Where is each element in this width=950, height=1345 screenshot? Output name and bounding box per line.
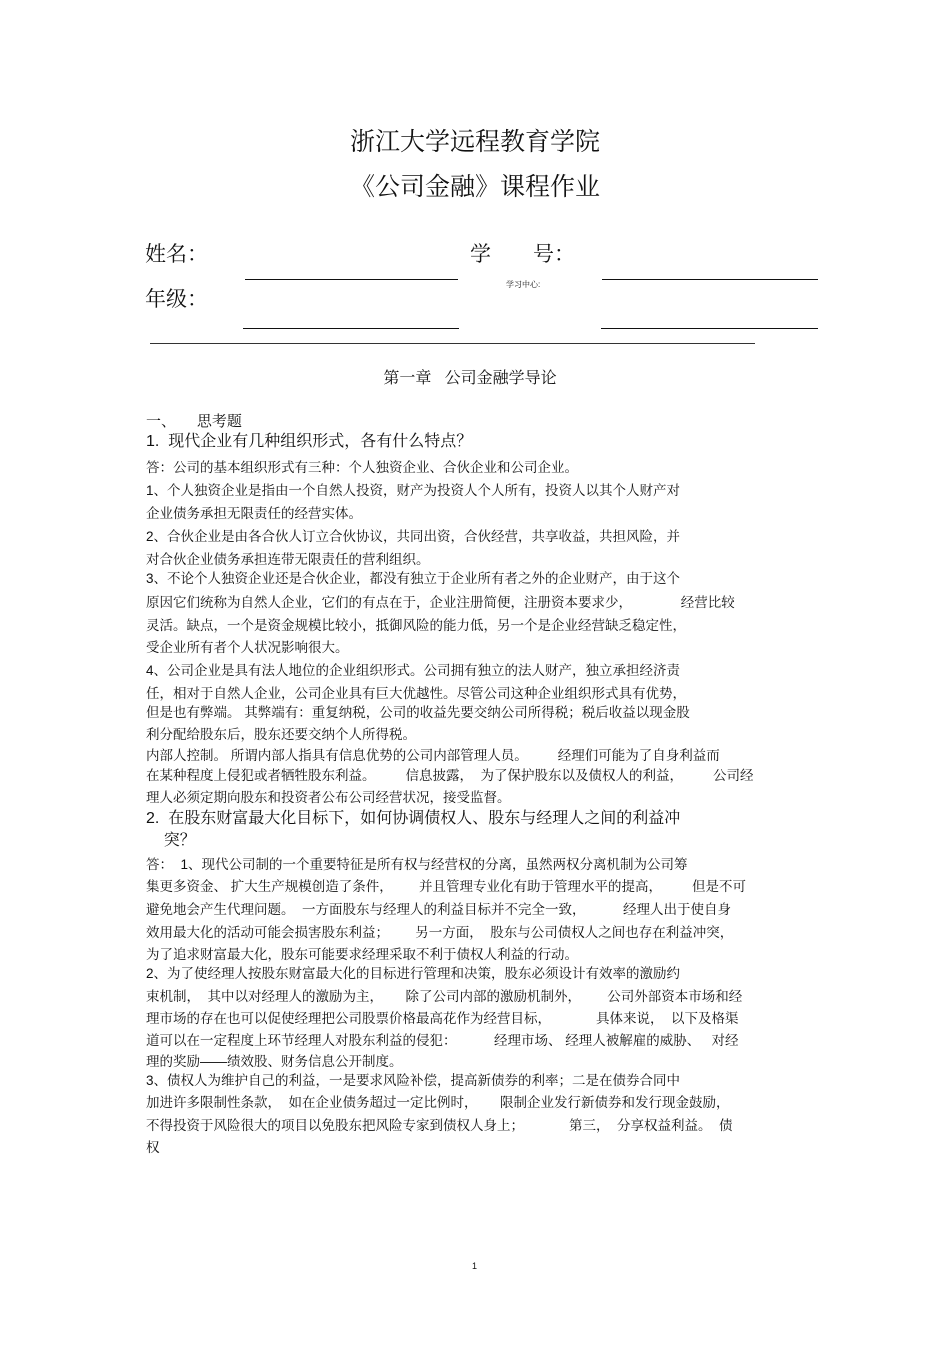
question-line: 2. 在股东财富最大化目标下，如何协调债权人、股东与经理人之间的利益冲 bbox=[146, 810, 681, 827]
answer-line: 答：公司的基本组织形式有三种：个人独资企业、合伙企业和公司企业。 bbox=[146, 460, 578, 475]
answer-line: 不得投资于风险很大的项目以免股东把风险专家到债权人身上； 第三， 分享权益利益。 债 bbox=[146, 1118, 733, 1133]
study-center-label: 学习中心: bbox=[506, 280, 541, 289]
student-id-field[interactable] bbox=[602, 279, 818, 280]
answer-line: 理市场的存在也可以促使经理把公司股票价格最高花作为经营目标， 具体来说， 以下及格渠 bbox=[146, 1011, 739, 1026]
question-line: 1. 现代企业有几种组织形式，各有什么特点？ bbox=[146, 433, 473, 450]
answer-line: 为了追求财富最大化，股东可能要求经理采取不利于债权人利益的行动。 bbox=[146, 947, 578, 962]
answer-line: 原因它们统称为自然人企业，它们的有点在于，企业注册简便，注册资本要求少， 经营比较 bbox=[146, 595, 735, 610]
answer-line: 内部人控制。 所谓内部人指具有信息优势的公司内部管理人员。 经理们可能为了自身利益而 bbox=[146, 748, 720, 763]
grade-label: 年级： bbox=[145, 287, 208, 311]
answer-line: 3、不论个人独资企业还是合伙企业，都没有独立于企业所有者之外的企业财产，由于这个 bbox=[146, 571, 681, 586]
answer-line: 答： 1、现代公司制的一个重要特征是所有权与经营权的分离，虽然两权分离机制为公司筹 bbox=[146, 857, 688, 872]
name-label: 姓名： bbox=[145, 242, 208, 266]
answer-line: 企业债务承担无限责任的经营实体。 bbox=[146, 506, 362, 521]
answer-line: 道可以在一定程度上环节经理人对股东利益的侵犯： 经理市场、 经理人被解雇的威胁、 对经 bbox=[146, 1033, 739, 1048]
answer-line: 理的奖励——绩效股、财务信息公开制度。 bbox=[146, 1054, 403, 1069]
section-heading: 一、 思考题 bbox=[146, 413, 242, 430]
question-line: 突？ bbox=[146, 832, 196, 849]
answer-line: 对合伙企业债务承担连带无限责任的营利组织。 bbox=[146, 552, 430, 567]
answer-line: 效用最大化的活动可能会损害股东利益； 另一方面， 股东与公司债权人之间也存在利益冲突， bbox=[146, 925, 734, 940]
answer-line: 灵活。缺点，一个是资金规模比较小，抵御风险的能力低，另一个是企业经营缺乏稳定性， bbox=[146, 618, 686, 633]
name-field[interactable] bbox=[245, 279, 458, 280]
course-title: 《公司金融》课程作业 bbox=[349, 172, 600, 201]
answer-line: 4、公司企业是具有法人地位的企业组织形式。公司拥有独立的法人财产，独立承担经济责 bbox=[146, 663, 681, 678]
grade-field[interactable] bbox=[243, 328, 459, 329]
answer-line: 但是也有弊端。 其弊端有：重复纳税，公司的收益先要交纳公司所得税；税后收益以现金股 bbox=[146, 705, 690, 720]
answer-line: 集更多资金、 扩大生产规模创造了条件， 并且管理专业化有助于管理水平的提高， 但是不可 bbox=[146, 879, 747, 894]
answer-line: 受企业所有者个人状况影响很大。 bbox=[146, 640, 349, 655]
answer-line: 任，相对于自然人企业，公司企业具有巨大优越性。尽管公司这种企业组织形式具有优势， bbox=[146, 686, 686, 701]
answer-line: 1、个人独资企业是指由一个自然人投资，财产为投资人个人所有，投资人以其个人财产对 bbox=[146, 483, 681, 498]
answer-line: 束机制， 其中以对经理人的激励为主， 除了公司内部的激励机制外， 公司外部资本市场和经 bbox=[146, 989, 743, 1004]
answer-line: 2、为了使经理人按股东财富最大化的目标进行管理和决策，股东必须设计有效率的激励约 bbox=[146, 966, 681, 981]
answer-line: 理人必须定期向股东和投资者公布公司经营状况，接受监督。 bbox=[146, 790, 511, 805]
separator-line bbox=[150, 343, 755, 344]
answer-line: 利分配给股东后，股东还要交纳个人所得税。 bbox=[146, 727, 416, 742]
chapter-title: 第一章 公司金融学导论 bbox=[383, 370, 557, 387]
student-id-label: 学 号： bbox=[470, 242, 575, 266]
answer-line: 2、合伙企业是由各合伙人订立合伙协议，共同出资，合伙经营，共享收益，共担风险，并 bbox=[146, 529, 681, 544]
study-center-field[interactable] bbox=[601, 328, 818, 329]
answer-line: 避免地会产生代理问题。 一方面股东与经理人的利益目标并不完全一致， 经理人出于使自身 bbox=[146, 902, 732, 917]
answer-line: 3、债权人为维护自己的利益，一是要求风险补偿，提高新债券的利率；二是在债券合同中 bbox=[146, 1073, 681, 1088]
answer-line: 加进许多限制性条款， 如在企业债务超过一定比例时， 限制企业发行新债券和发行现金鼓励， bbox=[146, 1095, 730, 1110]
answer-line: 权 bbox=[146, 1140, 160, 1155]
institution-title: 浙江大学远程教育学院 bbox=[349, 127, 600, 156]
page-number: 1 bbox=[472, 1261, 478, 1271]
answer-line: 在某种程度上侵犯或者牺牲股东利益。 信息披露， 为了保护股东以及债权人的利益， 公司经 bbox=[146, 768, 754, 783]
